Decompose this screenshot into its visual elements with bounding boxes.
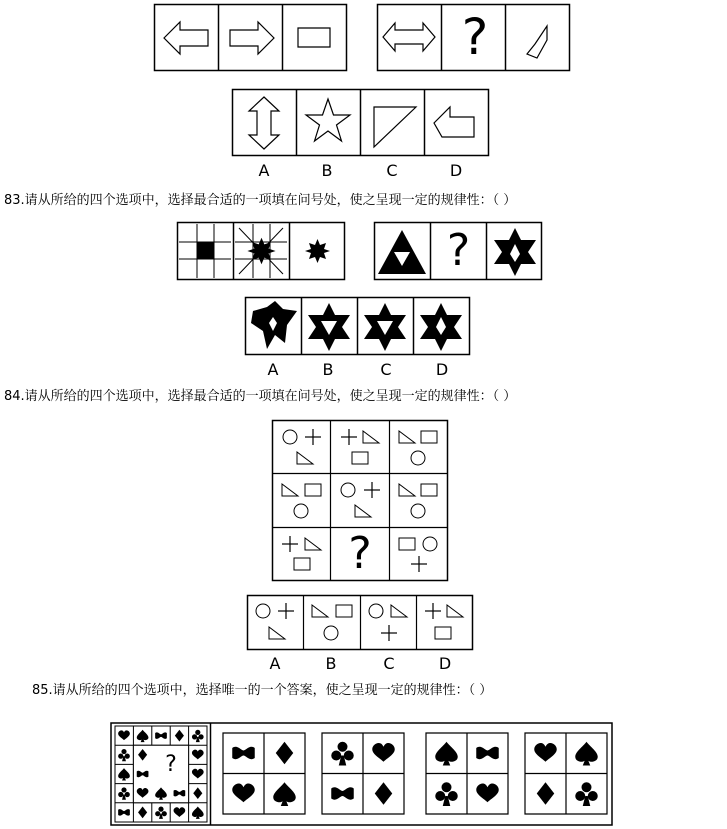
q83-sequence-left [177, 222, 346, 281]
double-arrow-icon [383, 23, 435, 51]
up-down-arrow-icon [249, 97, 279, 149]
left-arrow-icon [164, 22, 208, 54]
q83-options [245, 297, 471, 356]
rectangle-icon [298, 28, 330, 47]
grid-square-icon [179, 224, 231, 278]
star-icon [306, 99, 350, 141]
question-mark: ? [461, 8, 489, 66]
q84-options [247, 595, 474, 651]
q85-option-a [223, 733, 305, 814]
right-triangle-icon [374, 107, 416, 147]
right-arrow-icon [230, 22, 274, 54]
question-mark: ? [348, 528, 372, 579]
q84-option-c-label: C [383, 654, 395, 673]
q84-option-d-label: D [438, 654, 452, 673]
q82-option-a-label: A [258, 161, 270, 180]
q82-option-c-label: C [386, 161, 398, 180]
question-mark: ? [165, 752, 177, 777]
q85-panel [110, 722, 613, 826]
q83-option-a-label: A [267, 360, 279, 379]
q85-option-c [426, 733, 508, 814]
q83-option-c-label: C [380, 360, 392, 379]
q84-option-a-label: A [269, 654, 281, 673]
question-mark: ? [446, 225, 471, 276]
q83-option-b-label: B [322, 360, 334, 379]
q84-option-b-label: B [325, 654, 337, 673]
grid-star-icon [235, 224, 287, 278]
q82-option-d-label: D [449, 161, 463, 180]
quadrilateral-icon [527, 26, 547, 58]
q82-sequence-left [154, 4, 348, 72]
pentagon-arrow-icon [434, 107, 474, 137]
eight-point-star-icon [305, 239, 330, 263]
q83-option-d-label: D [435, 360, 449, 379]
q82-options [232, 89, 490, 157]
q83-question-text: 83.请从所给的四个选项中，选择最合适的一项填在问号处，使之呈现一定的规律性：（ ） [4, 193, 517, 208]
q85-question-text: 85.请从所给的四个选项中，选择唯一的一个答案，使之呈现一定的规律性：（ ） [32, 683, 493, 698]
q84-question-text: 84.请从所给的四个选项中，选择最合适的一项填在问号处，使之呈现一定的规律性：（ ） [4, 389, 517, 404]
q82-option-b-label: B [321, 161, 333, 180]
